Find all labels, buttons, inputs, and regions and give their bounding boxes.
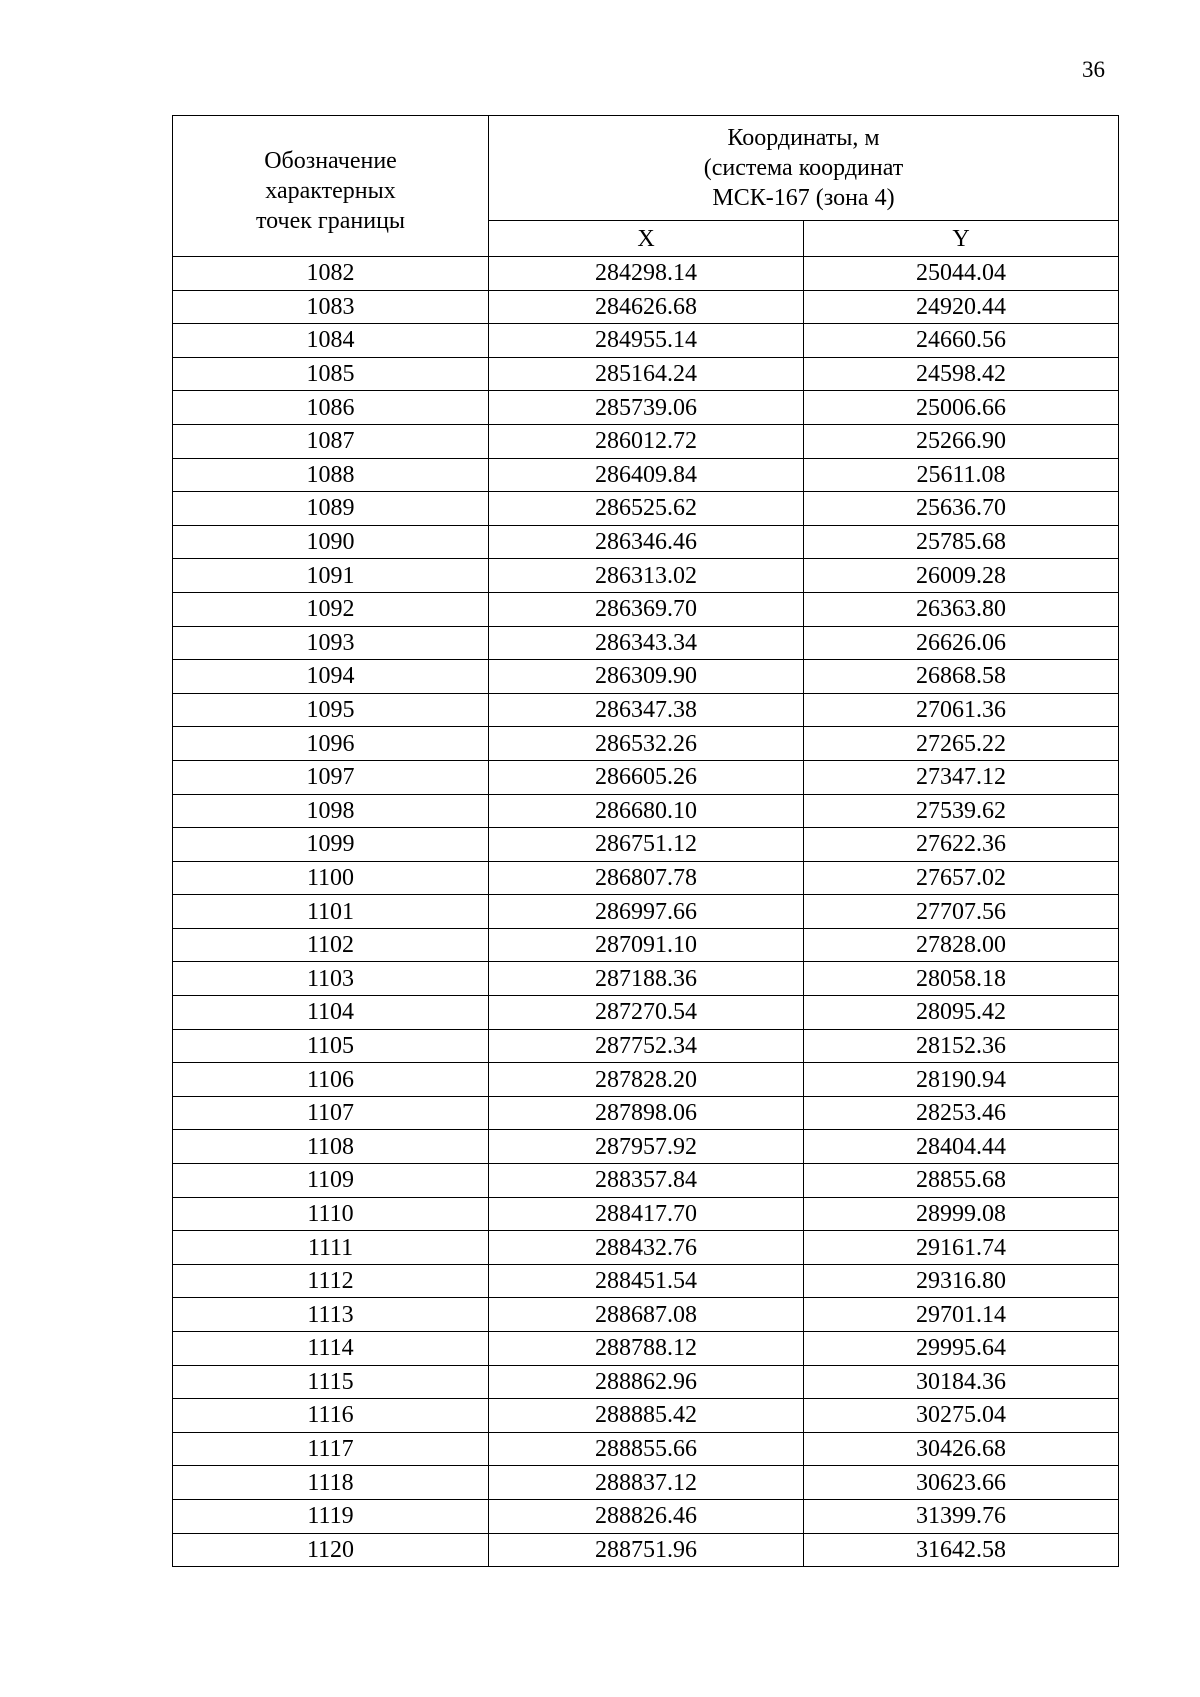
x-coordinate-cell: 285739.06 <box>489 391 804 425</box>
point-id-cell: 1106 <box>173 1063 489 1097</box>
x-coordinate-cell: 288788.12 <box>489 1332 804 1366</box>
x-coordinate-cell: 288837.12 <box>489 1466 804 1500</box>
header-line: (система координат <box>703 155 904 182</box>
y-coordinate-cell: 28999.08 <box>804 1197 1119 1231</box>
table-body <box>173 257 1119 1567</box>
table-row <box>173 727 1119 761</box>
x-coordinate-cell: 288432.76 <box>489 1231 804 1265</box>
point-id-cell: 1101 <box>173 895 489 929</box>
x-coordinate-cell: 286012.72 <box>489 424 804 458</box>
table-row <box>173 357 1119 391</box>
y-coordinate-cell: 24660.56 <box>804 324 1119 358</box>
header-line: Обозначение <box>264 148 397 174</box>
table-row <box>173 626 1119 660</box>
y-coordinate-cell: 25044.04 <box>804 257 1119 291</box>
table-row <box>173 1499 1119 1533</box>
table-row <box>173 1298 1119 1332</box>
table-row <box>173 928 1119 962</box>
point-id-cell: 1112 <box>173 1264 489 1298</box>
table-row <box>173 424 1119 458</box>
table-row <box>173 391 1119 425</box>
y-coordinate-cell: 26626.06 <box>804 626 1119 660</box>
x-coordinate-cell: 288751.96 <box>489 1533 804 1567</box>
point-id-cell: 1090 <box>173 525 489 559</box>
table-row <box>173 693 1119 727</box>
y-coordinate-cell: 29316.80 <box>804 1264 1119 1298</box>
table-row <box>173 1063 1119 1097</box>
y-coordinate-cell: 26009.28 <box>804 559 1119 593</box>
y-coordinate-cell: 27828.00 <box>804 928 1119 962</box>
y-coordinate-cell: 26363.80 <box>804 592 1119 626</box>
x-coordinate-cell: 286369.70 <box>489 592 804 626</box>
y-coordinate-cell: 30426.68 <box>804 1432 1119 1466</box>
y-coordinate-cell: 28253.46 <box>804 1096 1119 1130</box>
table-row <box>173 1365 1119 1399</box>
x-coordinate-cell: 286605.26 <box>489 760 804 794</box>
x-column-header: X <box>489 221 804 257</box>
table-row <box>173 861 1119 895</box>
point-id-cell: 1117 <box>173 1432 489 1466</box>
y-coordinate-cell: 27657.02 <box>804 861 1119 895</box>
x-coordinate-cell: 286997.66 <box>489 895 804 929</box>
x-coordinate-cell: 284298.14 <box>489 257 804 291</box>
point-id-cell: 1107 <box>173 1096 489 1130</box>
point-id-cell: 1120 <box>173 1533 489 1567</box>
y-coordinate-cell: 28404.44 <box>804 1130 1119 1164</box>
y-coordinate-cell: 28152.36 <box>804 1029 1119 1063</box>
table-row <box>173 525 1119 559</box>
y-coordinate-cell: 26868.58 <box>804 660 1119 694</box>
y-coordinate-cell: 24598.42 <box>804 357 1119 391</box>
table-row <box>173 1466 1119 1500</box>
y-coordinate-cell: 28855.68 <box>804 1164 1119 1198</box>
x-coordinate-cell: 288451.54 <box>489 1264 804 1298</box>
y-coordinate-cell: 25266.90 <box>804 424 1119 458</box>
x-coordinate-cell: 288417.70 <box>489 1197 804 1231</box>
table-row <box>173 1029 1119 1063</box>
table-row <box>173 996 1119 1030</box>
x-coordinate-cell: 286680.10 <box>489 794 804 828</box>
point-id-cell: 1087 <box>173 424 489 458</box>
x-coordinate-cell: 287828.20 <box>489 1063 804 1097</box>
header-line: МСК-167 (зона 4) <box>712 185 895 212</box>
table-row <box>173 592 1119 626</box>
x-coordinate-cell: 285164.24 <box>489 357 804 391</box>
coordinates-header <box>489 116 1119 221</box>
point-id-cell: 1108 <box>173 1130 489 1164</box>
y-coordinate-cell: 28058.18 <box>804 962 1119 996</box>
header-line: точек границы <box>255 208 406 234</box>
x-coordinate-cell: 287188.36 <box>489 962 804 996</box>
y-coordinate-cell: 27539.62 <box>804 794 1119 828</box>
y-coordinate-cell: 30623.66 <box>804 1466 1119 1500</box>
y-coordinate-cell: 25785.68 <box>804 525 1119 559</box>
y-coordinate-cell: 27347.12 <box>804 760 1119 794</box>
table-row <box>173 1399 1119 1433</box>
table-row <box>173 962 1119 996</box>
x-coordinate-cell: 286313.02 <box>489 559 804 593</box>
x-coordinate-cell: 287898.06 <box>489 1096 804 1130</box>
table-row <box>173 760 1119 794</box>
page-number: 36 <box>1082 57 1105 82</box>
point-id-cell: 1088 <box>173 458 489 492</box>
table-row <box>173 257 1119 291</box>
y-coordinate-cell: 25611.08 <box>804 458 1119 492</box>
point-id-cell: 1110 <box>173 1197 489 1231</box>
point-id-cell: 1089 <box>173 492 489 526</box>
point-id-cell: 1095 <box>173 693 489 727</box>
point-id-cell: 1097 <box>173 760 489 794</box>
point-designation-header <box>173 116 489 257</box>
point-id-cell: 1086 <box>173 391 489 425</box>
point-id-cell: 1104 <box>173 996 489 1030</box>
point-id-cell: 1084 <box>173 324 489 358</box>
table-row <box>173 895 1119 929</box>
point-id-cell: 1118 <box>173 1466 489 1500</box>
y-coordinate-cell: 25636.70 <box>804 492 1119 526</box>
point-id-cell: 1105 <box>173 1029 489 1063</box>
table-row <box>173 1096 1119 1130</box>
table-row <box>173 1332 1119 1366</box>
point-id-cell: 1092 <box>173 592 489 626</box>
table-row <box>173 324 1119 358</box>
point-id-cell: 1114 <box>173 1332 489 1366</box>
point-id-cell: 1091 <box>173 559 489 593</box>
x-coordinate-cell: 288855.66 <box>489 1432 804 1466</box>
y-coordinate-cell: 24920.44 <box>804 290 1119 324</box>
x-coordinate-cell: 287752.34 <box>489 1029 804 1063</box>
table-row <box>173 1264 1119 1298</box>
y-coordinate-cell: 27061.36 <box>804 693 1119 727</box>
coordinates-table <box>172 115 1119 1567</box>
y-coordinate-cell: 27622.36 <box>804 828 1119 862</box>
y-coordinate-cell: 30275.04 <box>804 1399 1119 1433</box>
x-coordinate-cell: 286343.34 <box>489 626 804 660</box>
header-line: Координаты, м <box>727 125 880 152</box>
x-coordinate-cell: 286751.12 <box>489 828 804 862</box>
y-coordinate-cell: 31399.76 <box>804 1499 1119 1533</box>
table-row <box>173 1130 1119 1164</box>
point-id-cell: 1085 <box>173 357 489 391</box>
y-coordinate-cell: 31642.58 <box>804 1533 1119 1567</box>
table-row <box>173 660 1119 694</box>
point-id-cell: 1099 <box>173 828 489 862</box>
x-coordinate-cell: 286409.84 <box>489 458 804 492</box>
point-id-cell: 1082 <box>173 257 489 291</box>
table-row <box>173 1197 1119 1231</box>
point-id-cell: 1103 <box>173 962 489 996</box>
table-row <box>173 458 1119 492</box>
table-row <box>173 290 1119 324</box>
y-coordinate-cell: 30184.36 <box>804 1365 1119 1399</box>
point-id-cell: 1100 <box>173 861 489 895</box>
x-coordinate-cell: 286309.90 <box>489 660 804 694</box>
y-coordinate-cell: 25006.66 <box>804 391 1119 425</box>
point-id-cell: 1093 <box>173 626 489 660</box>
x-coordinate-cell: 287270.54 <box>489 996 804 1030</box>
point-id-cell: 1111 <box>173 1231 489 1265</box>
y-column-header: Y <box>804 221 1119 257</box>
point-id-cell: 1109 <box>173 1164 489 1198</box>
point-id-cell: 1115 <box>173 1365 489 1399</box>
x-coordinate-cell: 286807.78 <box>489 861 804 895</box>
table-row <box>173 1432 1119 1466</box>
y-coordinate-cell: 29995.64 <box>804 1332 1119 1366</box>
point-id-cell: 1102 <box>173 928 489 962</box>
x-coordinate-cell: 286346.46 <box>489 525 804 559</box>
point-id-cell: 1083 <box>173 290 489 324</box>
x-coordinate-cell: 286532.26 <box>489 727 804 761</box>
table-row <box>173 1164 1119 1198</box>
x-coordinate-cell: 287957.92 <box>489 1130 804 1164</box>
x-coordinate-cell: 288862.96 <box>489 1365 804 1399</box>
x-coordinate-cell: 284955.14 <box>489 324 804 358</box>
point-id-cell: 1098 <box>173 794 489 828</box>
y-coordinate-cell: 27707.56 <box>804 895 1119 929</box>
table-row <box>173 1231 1119 1265</box>
table-row <box>173 492 1119 526</box>
x-coordinate-cell: 288687.08 <box>489 1298 804 1332</box>
point-id-cell: 1096 <box>173 727 489 761</box>
header-line: характерных <box>265 178 396 204</box>
x-coordinate-cell: 288826.46 <box>489 1499 804 1533</box>
point-id-cell: 1094 <box>173 660 489 694</box>
y-coordinate-cell: 28190.94 <box>804 1063 1119 1097</box>
x-coordinate-cell: 288885.42 <box>489 1399 804 1433</box>
point-id-cell: 1116 <box>173 1399 489 1433</box>
table-row <box>173 794 1119 828</box>
point-id-cell: 1113 <box>173 1298 489 1332</box>
x-coordinate-cell: 287091.10 <box>489 928 804 962</box>
x-coordinate-cell: 284626.68 <box>489 290 804 324</box>
table-row <box>173 1533 1119 1567</box>
y-coordinate-cell: 29161.74 <box>804 1231 1119 1265</box>
table-row <box>173 828 1119 862</box>
y-coordinate-cell: 27265.22 <box>804 727 1119 761</box>
y-coordinate-cell: 29701.14 <box>804 1298 1119 1332</box>
x-coordinate-cell: 286525.62 <box>489 492 804 526</box>
x-coordinate-cell: 286347.38 <box>489 693 804 727</box>
table-row <box>173 559 1119 593</box>
x-coordinate-cell: 288357.84 <box>489 1164 804 1198</box>
y-coordinate-cell: 28095.42 <box>804 996 1119 1030</box>
point-id-cell: 1119 <box>173 1499 489 1533</box>
